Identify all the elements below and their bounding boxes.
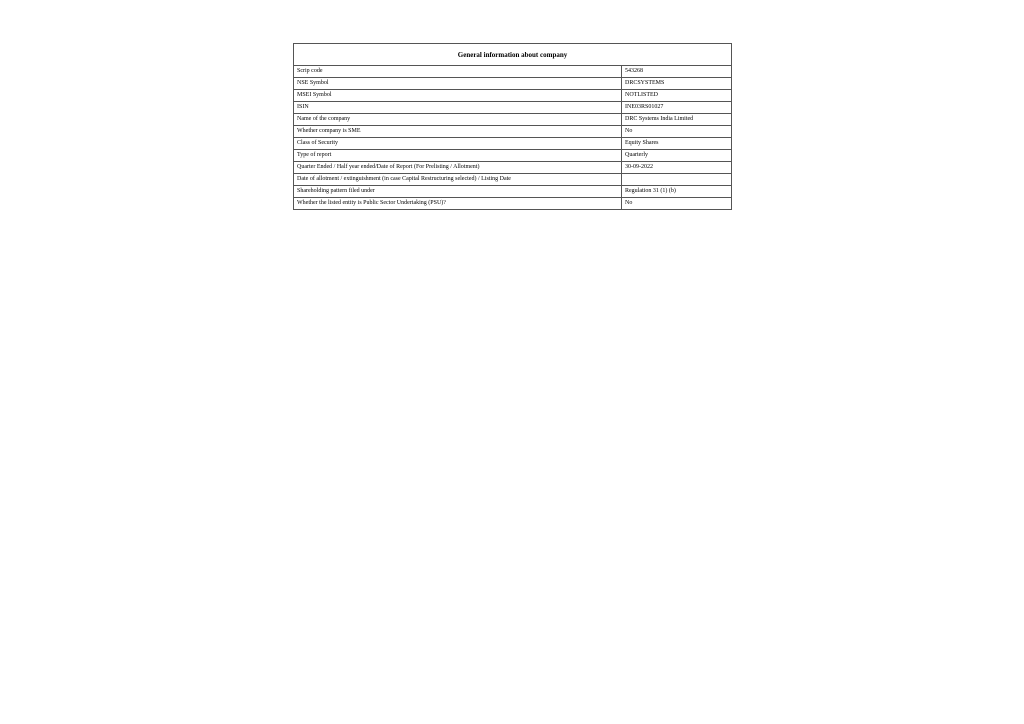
row-label: Quarter Ended / Half year ended/Date of Report (For Prelisting / Allotment) [294, 162, 622, 174]
table-row [294, 126, 732, 138]
row-label: Whether the listed entity is Public Sector Undertaking (PSU)? [294, 198, 622, 210]
row-label: Name of the company [294, 114, 622, 126]
row-value: INE03RS01027 [622, 102, 732, 114]
table-row [294, 162, 732, 174]
table-row [294, 150, 732, 162]
row-value: NOTLISTED [622, 90, 732, 102]
row-value: Equity Shares [622, 138, 732, 150]
general-info-table [293, 43, 732, 210]
table-row [294, 102, 732, 114]
row-label: Scrip code [294, 66, 622, 78]
row-value: No [622, 198, 732, 210]
table-row [294, 174, 732, 186]
row-value: 30-09-2022 [622, 162, 732, 174]
table-row [294, 78, 732, 90]
row-value: No [622, 126, 732, 138]
row-value: DRCSYSTEMS [622, 78, 732, 90]
table-row [294, 198, 732, 210]
row-value: 543268 [622, 66, 732, 78]
table-row [294, 66, 732, 78]
row-label: Date of allotment / extinguishment (in case Capital Restructuring selected) / Listing Date [294, 174, 622, 186]
row-label: Type of report [294, 150, 622, 162]
table-row [294, 186, 732, 198]
row-label: ISIN [294, 102, 622, 114]
table-row [294, 138, 732, 150]
row-label: Whether company is SME [294, 126, 622, 138]
row-label: NSE Symbol [294, 78, 622, 90]
row-value: Quarterly [622, 150, 732, 162]
row-value: Regulation 31 (1) (b) [622, 186, 732, 198]
row-label: Shareholding pattern filed under [294, 186, 622, 198]
table-header-row [294, 44, 732, 66]
table-row [294, 114, 732, 126]
row-value [622, 174, 732, 186]
row-label: Class of Security [294, 138, 622, 150]
row-value: DRC Systems India Limited [622, 114, 732, 126]
row-label: MSEI Symbol [294, 90, 622, 102]
table-title: General information about company [294, 44, 732, 66]
table-row [294, 90, 732, 102]
